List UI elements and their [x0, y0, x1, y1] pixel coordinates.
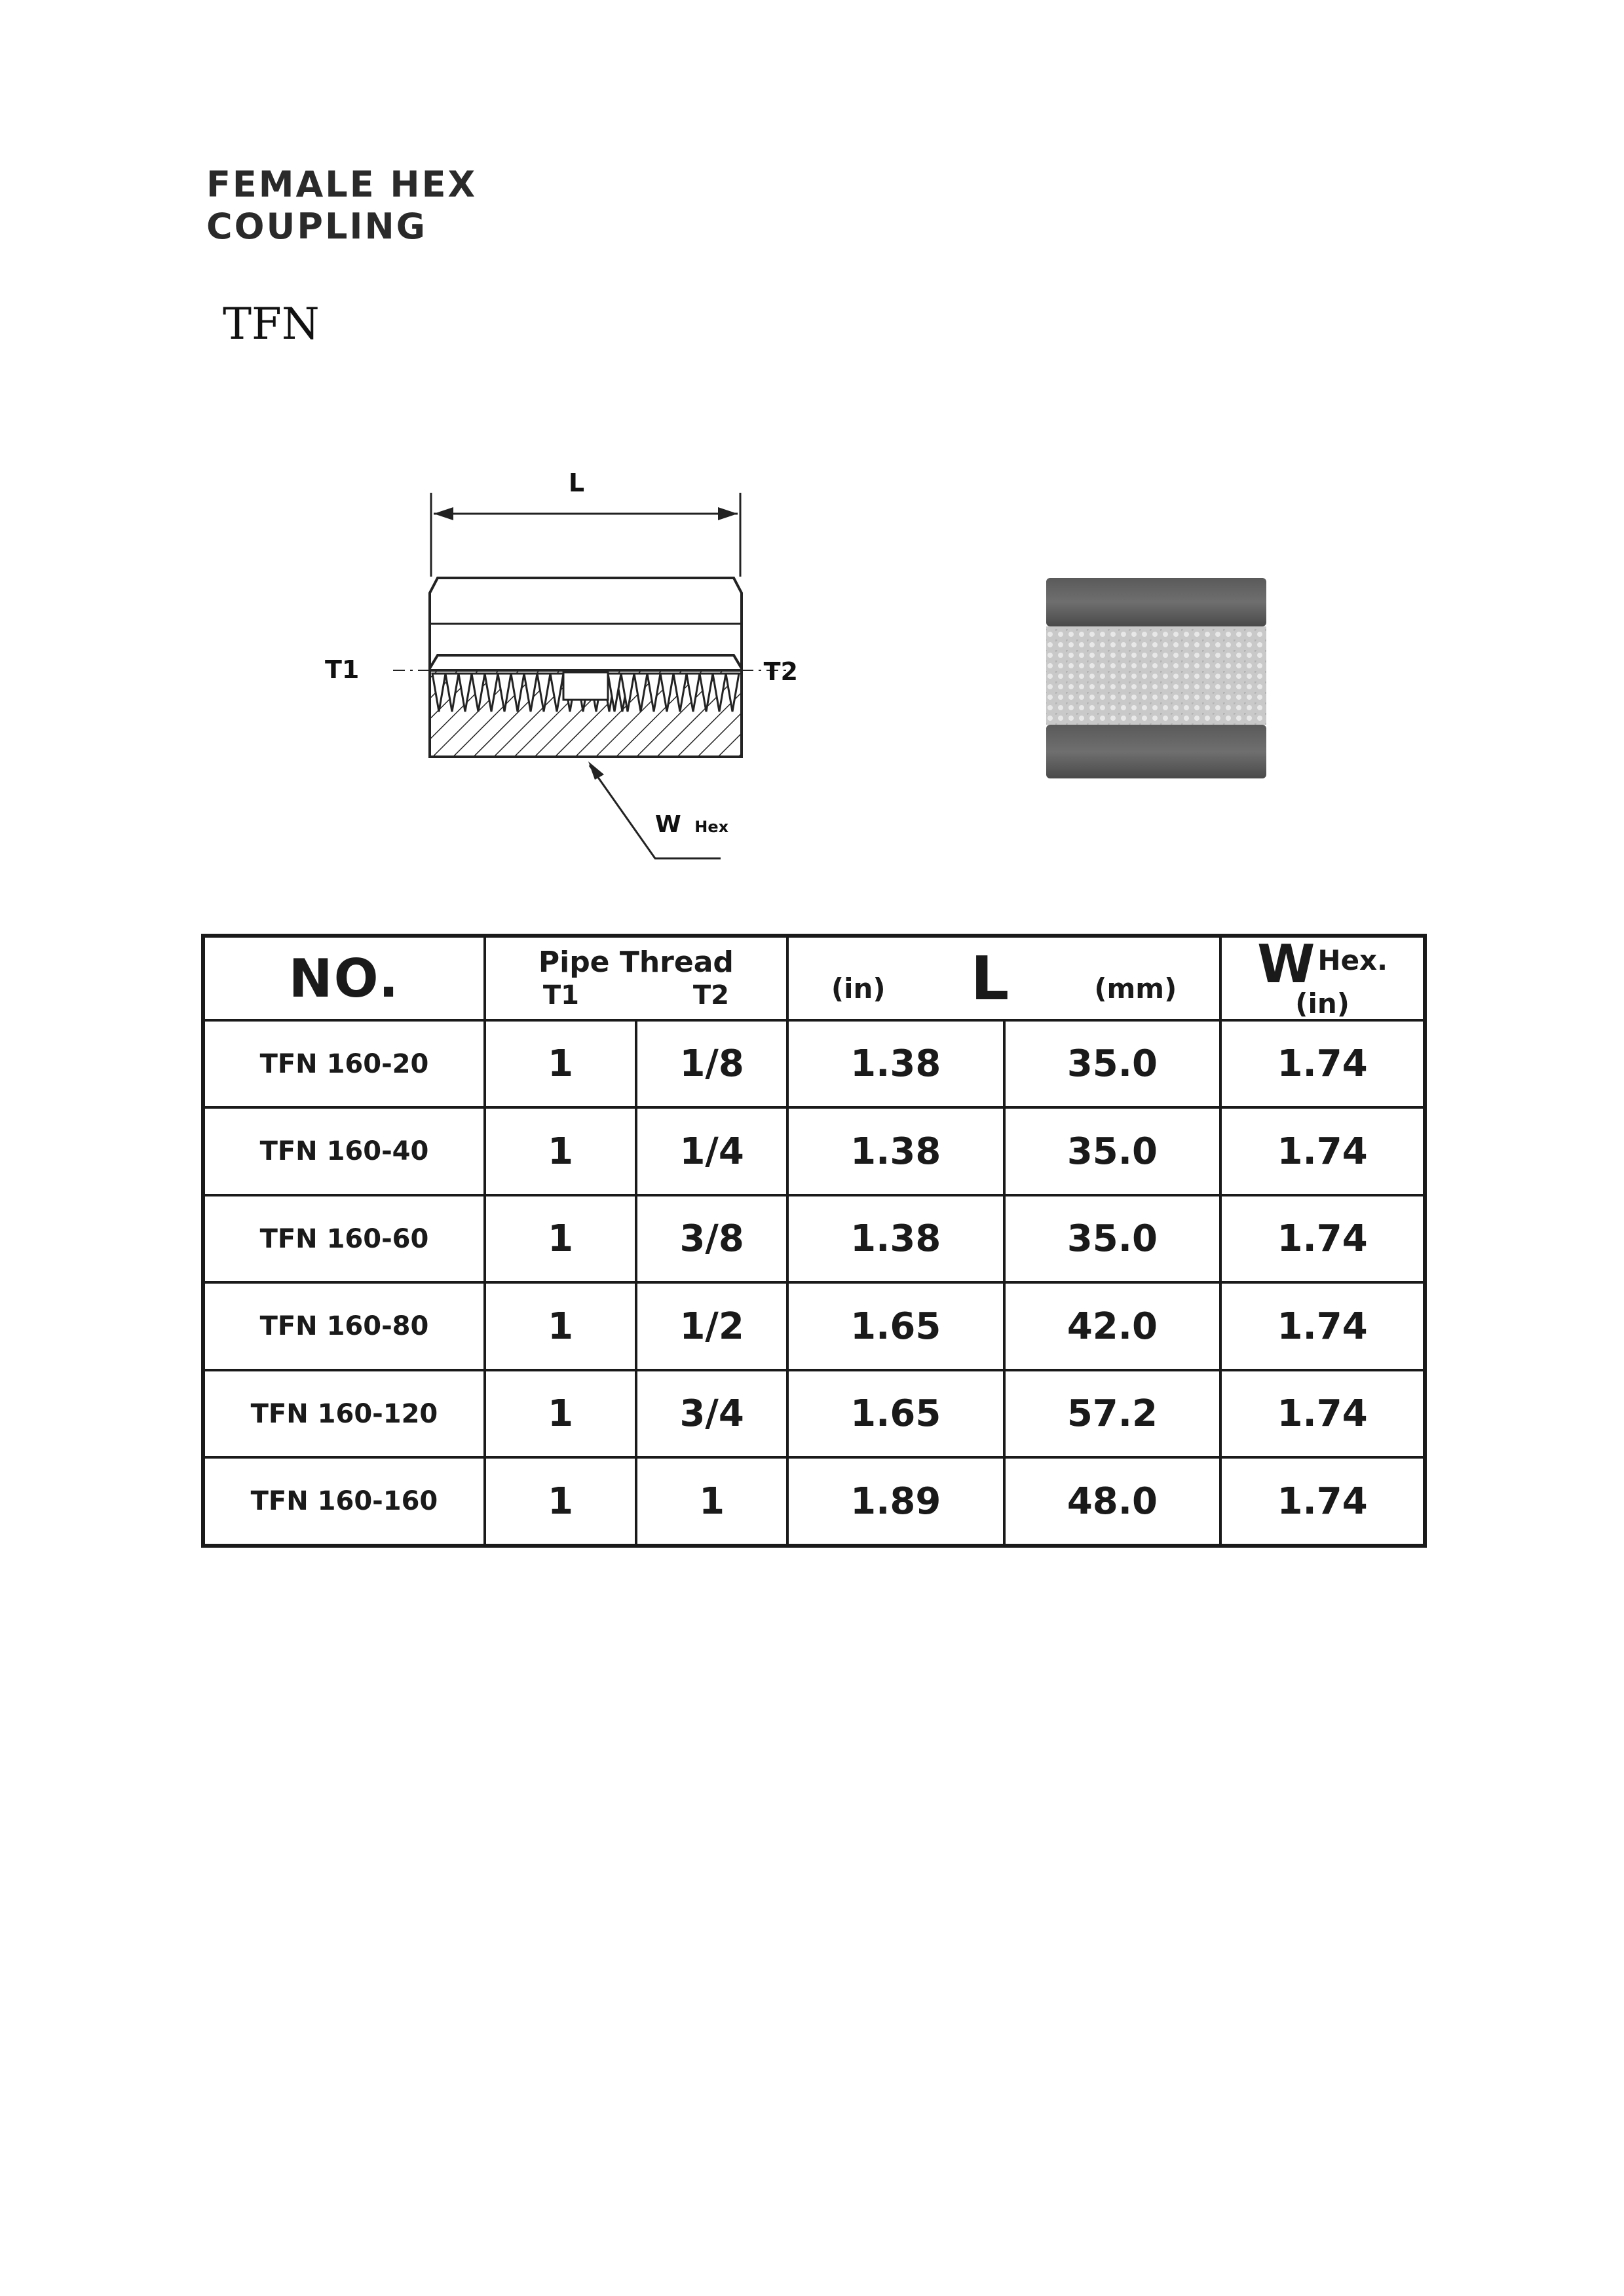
- table-row: [203, 1195, 1425, 1282]
- table-row: [203, 1020, 1425, 1107]
- spec-table: [201, 934, 1427, 1548]
- cell-l-in: 1.89: [787, 1457, 1004, 1546]
- cell-w-in: 1.74: [1220, 1282, 1425, 1369]
- product-title-line1: FEMALE HEX: [206, 164, 478, 205]
- header-w-letter: W: [1257, 934, 1315, 995]
- header-t1: T1: [542, 980, 579, 1010]
- cell-l-mm: 48.0: [1004, 1457, 1221, 1546]
- hex-label: W Hex: [655, 811, 729, 838]
- product-title-line2: COUPLING: [206, 206, 427, 247]
- cell-no: TFN 160-120: [203, 1370, 485, 1457]
- table-row: [203, 1107, 1425, 1195]
- cell-no: TFN 160-80: [203, 1282, 485, 1369]
- cell-w-in: 1.74: [1220, 1107, 1425, 1195]
- cell-w-in: 1.74: [1220, 1370, 1425, 1457]
- cell-l-in: 1.65: [787, 1370, 1004, 1457]
- thread-right-label: T2: [763, 657, 798, 686]
- cell-l-in: 1.38: [787, 1195, 1004, 1282]
- cell-t1: 1: [485, 1457, 636, 1546]
- cell-l-mm: 35.0: [1004, 1107, 1221, 1195]
- thread-left-label: T1: [325, 655, 360, 684]
- length-label: L: [568, 469, 585, 497]
- cell-t1: 1: [485, 1020, 636, 1107]
- cell-t2: 1/8: [636, 1020, 787, 1107]
- header-hex-width: [1220, 936, 1425, 1020]
- cell-t2: 3/4: [636, 1370, 787, 1457]
- cell-t1: 1: [485, 1195, 636, 1282]
- cell-l-mm: 57.2: [1004, 1370, 1221, 1457]
- cell-t2: 1: [636, 1457, 787, 1546]
- cell-w-in: 1.74: [1220, 1020, 1425, 1107]
- header-pipe-thread-label: Pipe Thread: [538, 946, 734, 979]
- cell-w-in: 1.74: [1220, 1457, 1425, 1546]
- cell-t1: 1: [485, 1107, 636, 1195]
- cell-no: TFN 160-20: [203, 1020, 485, 1107]
- cell-w-in: 1.74: [1220, 1195, 1425, 1282]
- cell-no: TFN 160-40: [203, 1107, 485, 1195]
- hex-leader-arrow: [588, 761, 604, 780]
- dimension-arrow-right: [718, 507, 738, 520]
- table-row: [203, 1457, 1425, 1546]
- dimension-arrow-left: [434, 507, 453, 520]
- header-pipe-thread: [485, 936, 787, 1020]
- header-w-in: (in): [1295, 987, 1350, 1020]
- cell-t2: 1/4: [636, 1107, 787, 1195]
- cell-l-in: 1.65: [787, 1282, 1004, 1369]
- cell-l-in: 1.38: [787, 1107, 1004, 1195]
- header-no-label: NO.: [288, 947, 400, 1009]
- header-t2: T2: [692, 980, 729, 1010]
- technical-drawing: [288, 452, 812, 885]
- cell-no: TFN 160-160: [203, 1457, 485, 1546]
- product-photo: [1045, 577, 1268, 780]
- cell-t2: 1/2: [636, 1282, 787, 1369]
- photo-thread-band: [1046, 626, 1266, 725]
- series-code: TFN: [223, 299, 320, 349]
- product-title: [206, 164, 477, 248]
- cell-t1: 1: [485, 1370, 636, 1457]
- header-w-hex: Hex.: [1317, 944, 1388, 976]
- table-row: [203, 1370, 1425, 1457]
- header-l-in: (in): [831, 972, 886, 1004]
- cell-l-mm: 42.0: [1004, 1282, 1221, 1369]
- photo-bottom-band: [1046, 725, 1266, 778]
- center-bore: [563, 672, 608, 700]
- cell-t1: 1: [485, 1282, 636, 1369]
- header-length: [787, 936, 1220, 1020]
- photo-top-band: [1046, 578, 1266, 626]
- header-no: [203, 936, 485, 1020]
- cell-l-in: 1.38: [787, 1020, 1004, 1107]
- cell-l-mm: 35.0: [1004, 1195, 1221, 1282]
- cell-l-mm: 35.0: [1004, 1020, 1221, 1107]
- cell-no: TFN 160-60: [203, 1195, 485, 1282]
- table-header-row: [203, 936, 1425, 1020]
- table-row: [203, 1282, 1425, 1369]
- header-l-mm: (mm): [1094, 972, 1177, 1004]
- header-l-letter: L: [970, 943, 1010, 1014]
- cell-t2: 3/8: [636, 1195, 787, 1282]
